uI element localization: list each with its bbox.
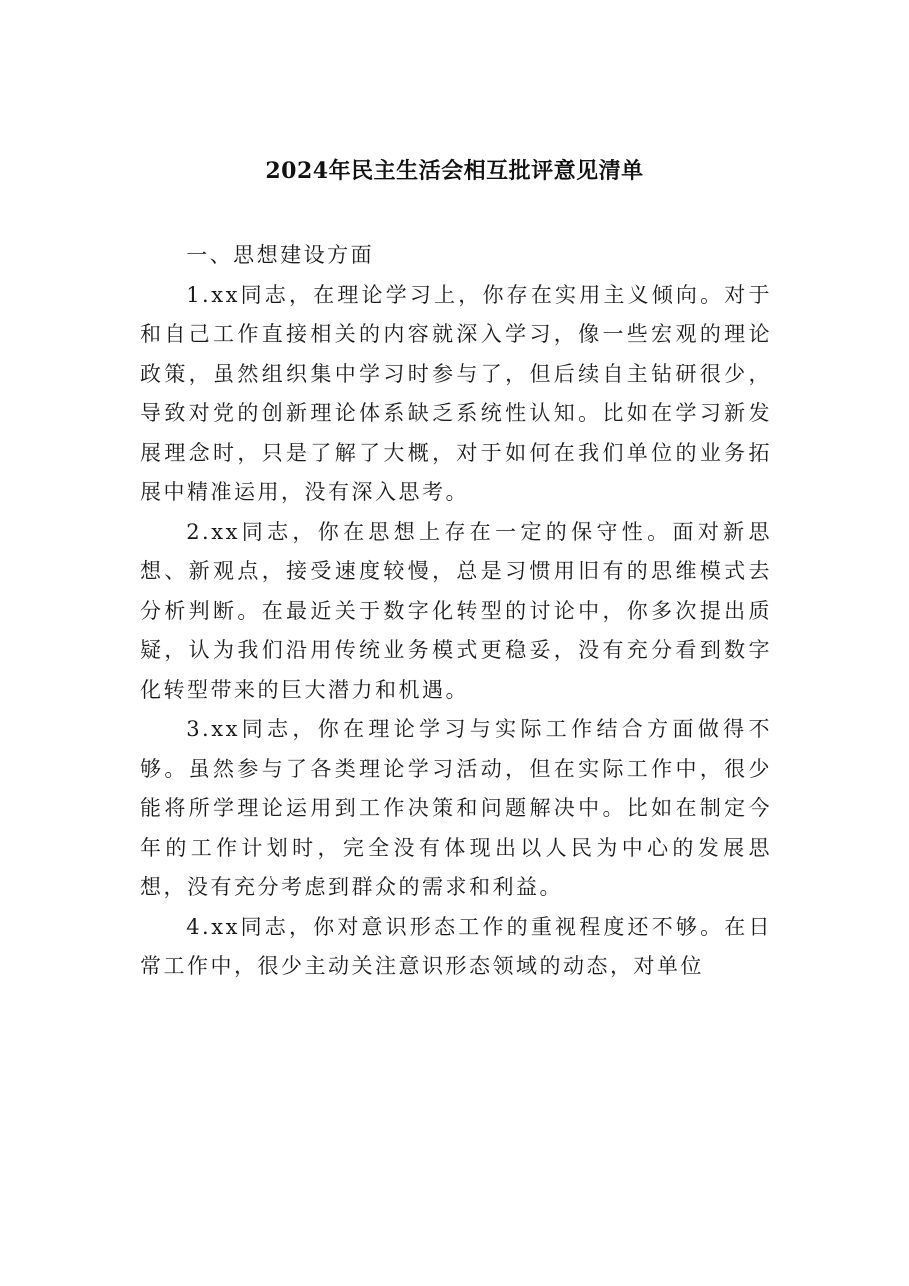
paragraph-4: 4.xx同志，你对意识形态工作的重视程度还不够。在日常工作中，很少主动关注意识形态领域的动态，对单位 — [140, 914, 772, 978]
paragraph-2: 2.xx同志，你在思想上存在一定的保守性。面对新思想、新观点，接受速度较慢，总是习惯用旧有的思维模式去分析判断。在最近关于数字化转型的讨论中，你多次提出质疑，认为我们沿用传统业务模式更稳妥，没有充分看到数字化转型带来的巨大潜力和机遇。 — [140, 519, 772, 702]
paragraph-3: 3.xx同志，你在理论学习与实际工作结合方面做得不够。虽然参与了各类理论学习活动，但在实际工作中，很少能将所学理论运用到工作决策和问题解决中。比如在制定今年的工作计划时，完全没有体现出以人民为中心的发展思想，没有充分考虑到群众的需求和利益。 — [140, 717, 772, 899]
paragraph-1: 1.xx同志，在理论学习上，你存在实用主义倾向。对于和自己工作直接相关的内容就深入学习，像一些宏观的理论政策，虽然组织集中学习时参与了，但后续自主钻研很少，导致对党的创新理论体系缺乏系统性认知。比如在学习新发展理念时，只是了解了大概，对于如何在我们单位的业务拓展中精准运用，没有深入思考。 — [140, 282, 772, 504]
section-heading: 一、思想建设方面 — [186, 243, 375, 267]
document-body — [140, 236, 772, 987]
document-title: 2024年民主生活会相互批评意见清单 — [265, 158, 644, 184]
